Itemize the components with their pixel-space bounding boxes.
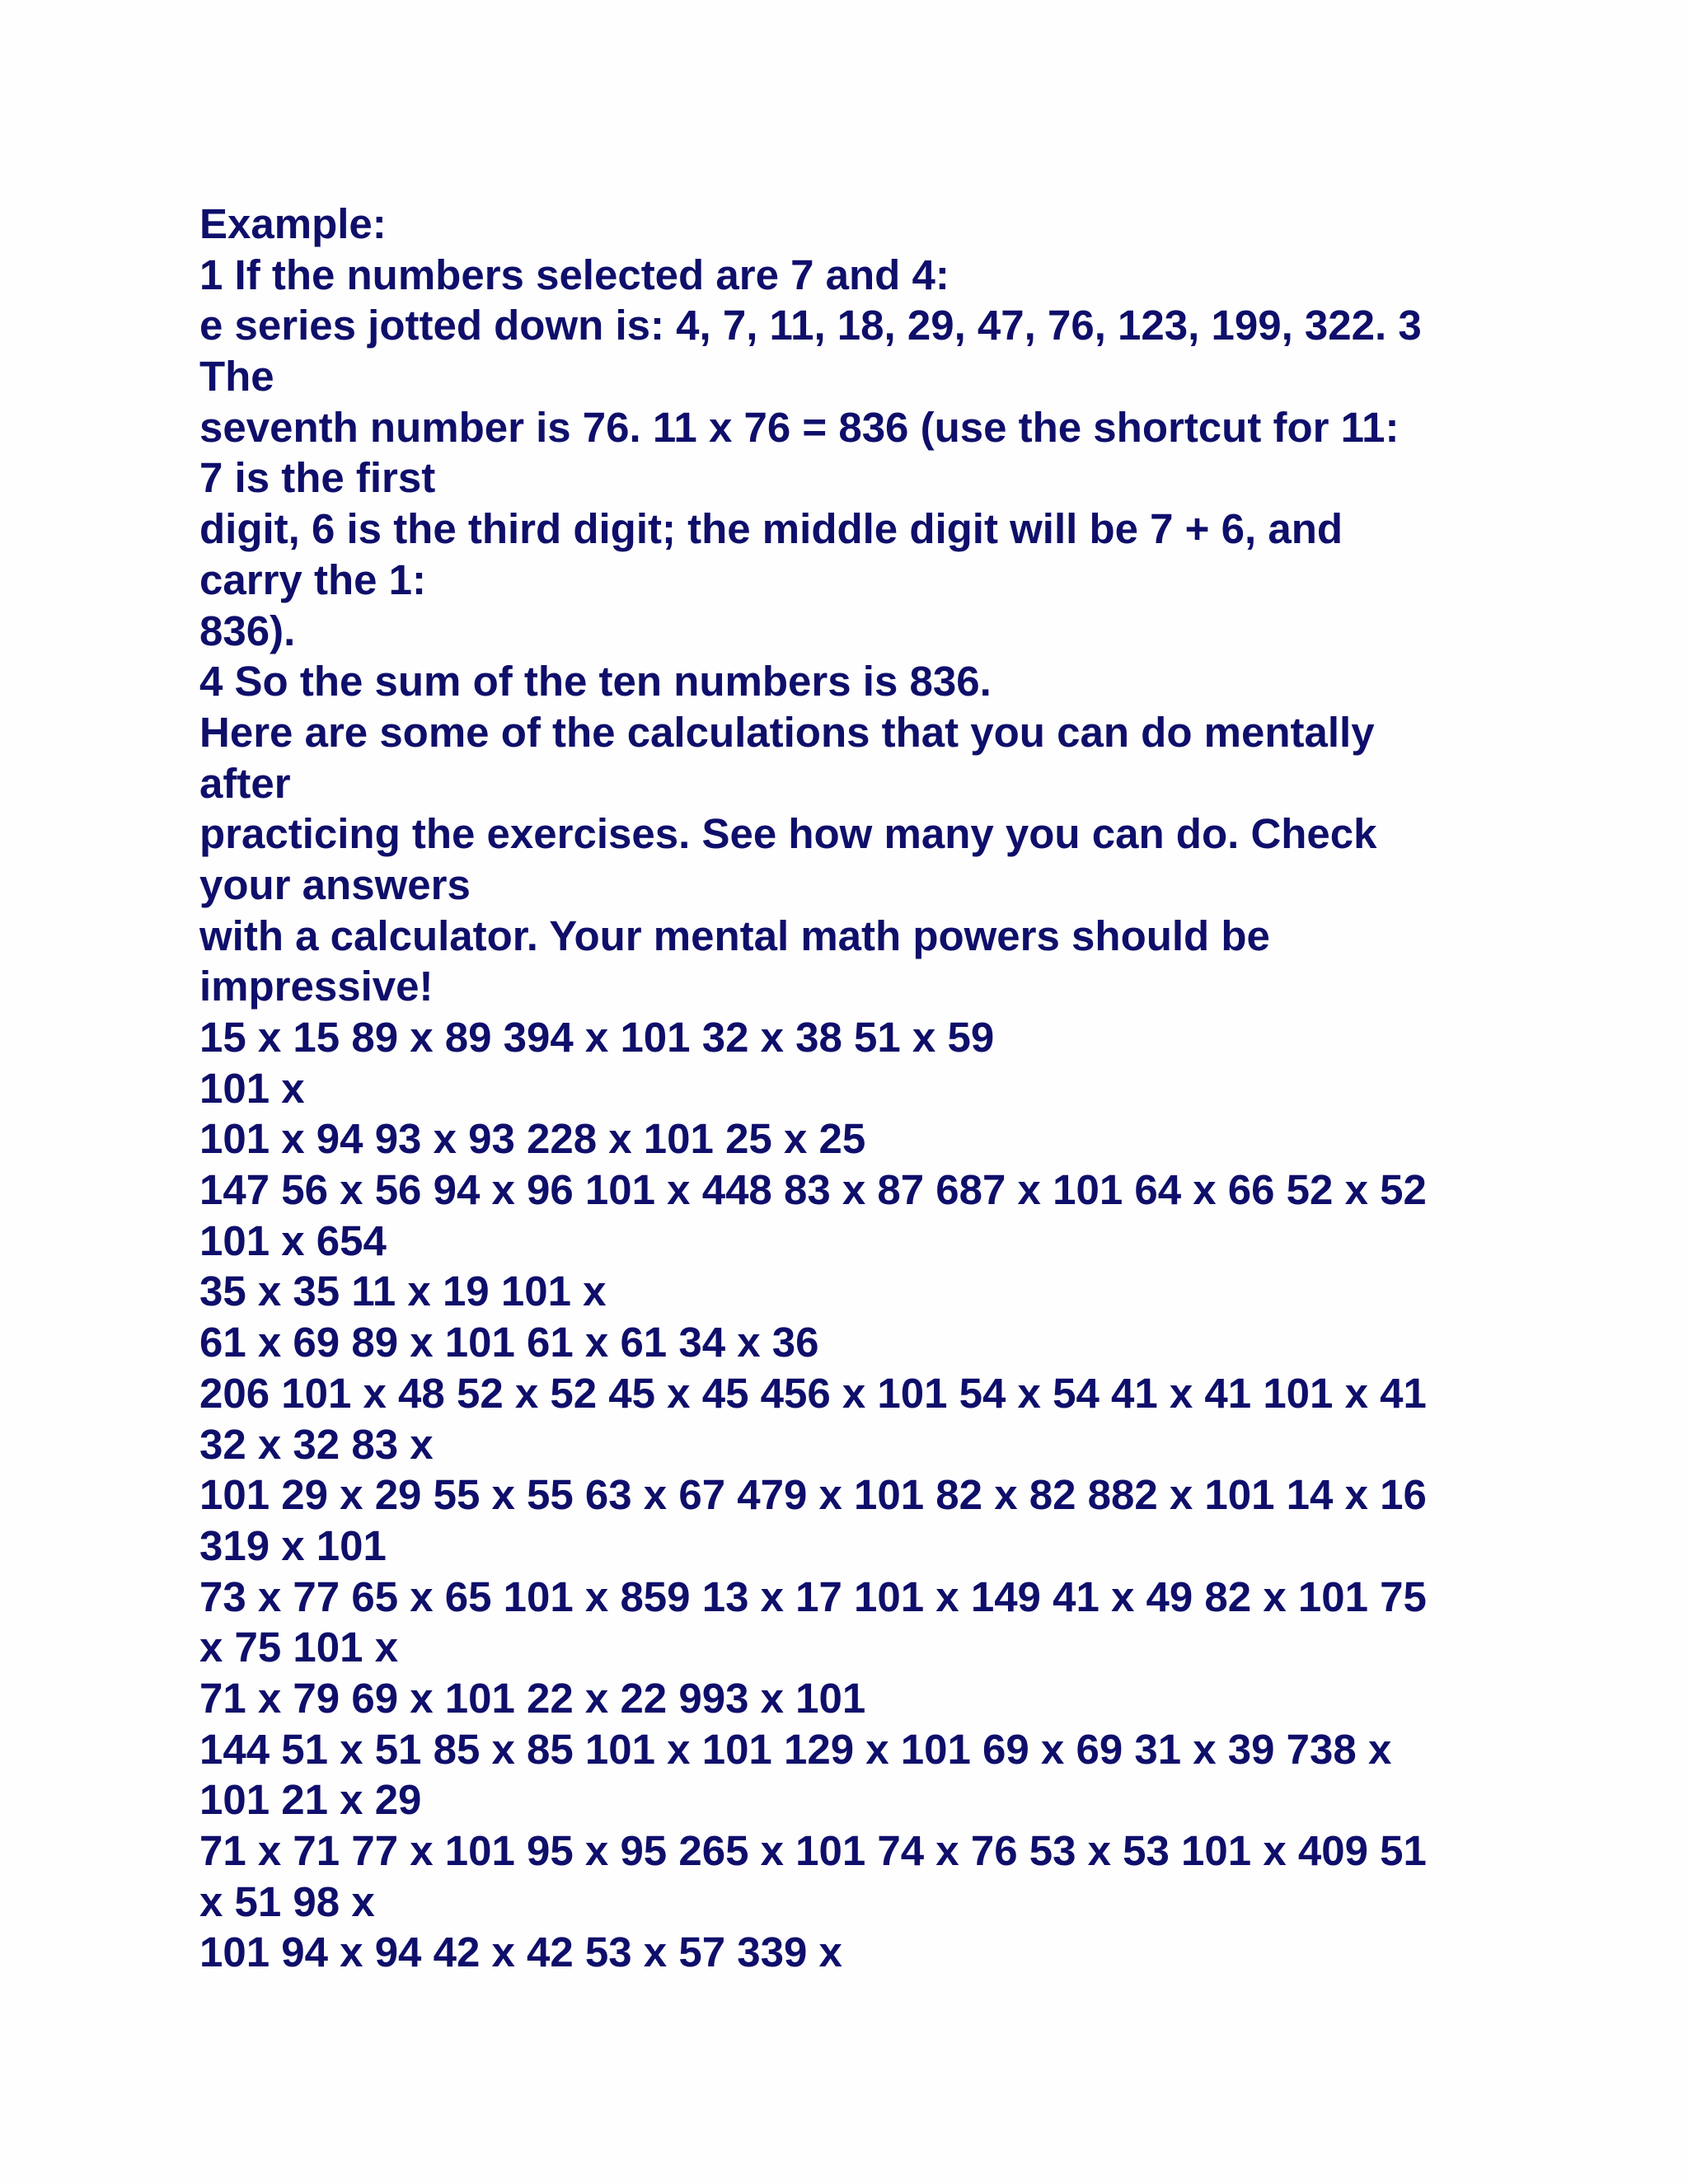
text-line: with a calculator. Your mental math powers should be bbox=[199, 912, 1270, 959]
text-line: 101 29 x 29 55 x 55 63 x 67 479 x 101 82 x 82 882 x 101 14 x 16 bbox=[199, 1471, 1427, 1519]
text-line: 7 is the first bbox=[199, 454, 436, 502]
text-line: 147 56 x 56 94 x 96 101 x 448 83 x 87 687 x 101 64 x 66 52 x 52 bbox=[199, 1166, 1427, 1214]
text-line: 73 x 77 65 x 65 101 x 859 13 x 17 101 x 149 41 x 49 82 x 101 75 bbox=[199, 1572, 1427, 1620]
text-line: 61 x 69 89 x 101 61 x 61 34 x 36 bbox=[199, 1319, 819, 1366]
text-line: 144 51 x 51 85 x 85 101 x 101 129 x 101 69 x 69 31 x 39 738 x bbox=[199, 1725, 1392, 1773]
text-line: 32 x 32 83 x bbox=[199, 1420, 434, 1468]
text-line: 101 21 x 29 bbox=[199, 1776, 422, 1824]
text-block bbox=[199, 199, 1551, 1978]
text-line: 101 94 x 94 42 x 42 53 x 57 339 x bbox=[199, 1929, 842, 1976]
text-line: The bbox=[199, 353, 274, 401]
text-line: x 51 98 x bbox=[199, 1877, 375, 1925]
text-line: 71 x 71 77 x 101 95 x 95 265 x 101 74 x 76 53 x 53 101 x 409 51 bbox=[199, 1827, 1427, 1874]
text-line: carry the 1: bbox=[199, 555, 426, 603]
text-line: e series jotted down is: 4, 7, 11, 18, 29, 47, 76, 123, 199, 322. 3 bbox=[199, 302, 1422, 349]
text-line: 101 x 654 bbox=[199, 1216, 387, 1264]
text-line: Example: bbox=[199, 200, 387, 247]
text-line: 101 x 94 93 x 93 228 x 101 25 x 25 bbox=[199, 1115, 866, 1163]
text-line: 71 x 79 69 x 101 22 x 22 993 x 101 bbox=[199, 1674, 866, 1722]
text-line: 206 101 x 48 52 x 52 45 x 45 456 x 101 54 x 54 41 x 41 101 x 41 bbox=[199, 1369, 1427, 1417]
text-line: after bbox=[199, 759, 291, 807]
text-line: x 75 101 x bbox=[199, 1624, 399, 1671]
text-line: 319 x 101 bbox=[199, 1521, 387, 1569]
text-line: 1 If the numbers selected are 7 and 4: bbox=[199, 251, 950, 298]
text-line: digit, 6 is the third digit; the middle digit will be 7 + 6, and bbox=[199, 505, 1343, 553]
text-line: 836). bbox=[199, 607, 296, 654]
text-line: impressive! bbox=[199, 963, 434, 1010]
text-line: 101 x bbox=[199, 1064, 305, 1112]
text-line: seventh number is 76. 11 x 76 = 836 (use the shortcut for 11: bbox=[199, 403, 1400, 451]
text-line: 35 x 35 11 x 19 101 x bbox=[199, 1268, 607, 1315]
text-line: Here are some of the calculations that you can do mentally bbox=[199, 708, 1375, 756]
text-line: 4 So the sum of the ten numbers is 836. bbox=[199, 658, 992, 705]
text-line: practicing the exercises. See how many you can do. Check bbox=[199, 810, 1377, 858]
text-line: your answers bbox=[199, 860, 471, 908]
text-line: 15 x 15 89 x 89 394 x 101 32 x 38 51 x 59 bbox=[199, 1014, 995, 1061]
